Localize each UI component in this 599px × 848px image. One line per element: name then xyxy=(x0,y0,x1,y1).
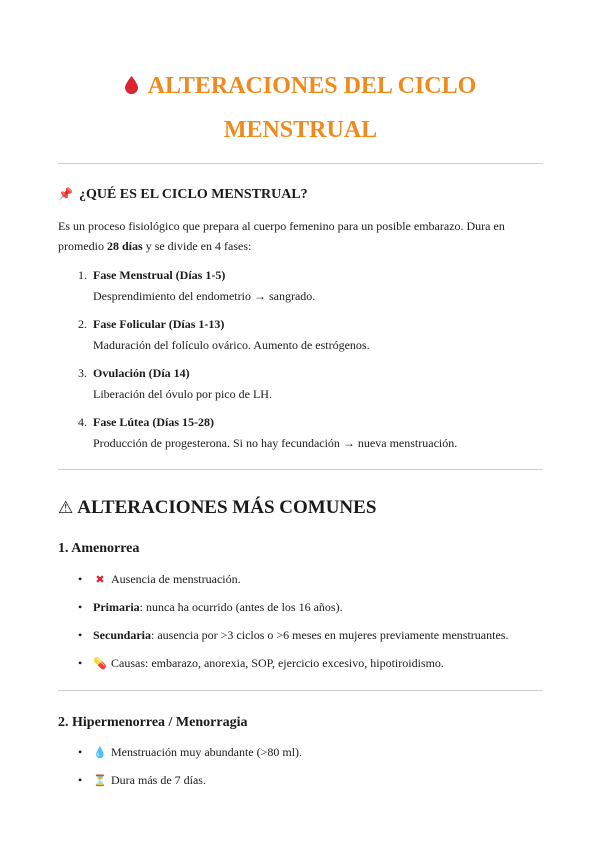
section-heading-what-is: 📌 ¿QUÉ ES EL CICLO MENSTRUAL? xyxy=(58,187,308,202)
phase-desc: Producción de progesterona. Si no hay fecundación → nueva menstruación. xyxy=(93,436,458,450)
list-item: • Secundaria: ausencia por >3 ciclos o >6 meses en mujeres previamente menstruantes. xyxy=(78,628,509,642)
document-page xyxy=(58,0,543,787)
phase-item: 2. Fase Folicular (Días 1-13) Maduración del folículo ovárico. Aumento de estrógenos. xyxy=(58,314,543,363)
pushpin-icon: 📌 xyxy=(58,187,73,201)
phase-item: 3. Ovulación (Día 14) Liberación del óvulo por pico de LH. xyxy=(58,363,543,412)
phase-desc: Maduración del folículo ovárico. Aumento de estrógenos. xyxy=(93,338,370,352)
phase-name: Ovulación (Día 14) xyxy=(93,366,190,380)
list-item: • Primaria: nunca ha ocurrido (antes de los 16 años). xyxy=(78,600,343,614)
title-line-1: ALTERACIONES DEL CICLO xyxy=(58,64,543,108)
hipermenorrea-list xyxy=(58,742,543,798)
title-line-2: MENSTRUAL xyxy=(223,117,378,143)
intro-paragraph: Es un proceso fisiológico que prepara al cuerpo femenino para un posible embarazo. Dura en promedio 28 días y se divide en 4 fases: xyxy=(58,219,505,253)
phase-name: Fase Menstrual (Días 1-5) xyxy=(93,268,226,282)
cross-mark-icon: ✖ xyxy=(95,573,105,586)
list-item: • ⏳ Dura más de 7 días. xyxy=(58,770,543,798)
hourglass-icon: ⏳ xyxy=(93,774,107,787)
divider xyxy=(58,690,543,691)
warning-icon: ⚠ xyxy=(58,498,74,517)
divider xyxy=(58,469,543,470)
subheading-hipermenorrea: 2. Hipermenorrea / Menorragia xyxy=(58,715,248,730)
phases-list xyxy=(58,265,543,461)
phase-name: Fase Folicular (Días 1-13) xyxy=(93,317,225,331)
phase-item: 4. Fase Lútea (Días 15-28) Producción de progesterona. Si no hay fecundación → nueva menstruación. xyxy=(58,412,543,461)
pill-icon: 💊 xyxy=(93,657,107,670)
divider xyxy=(58,163,543,164)
blood-drop-icon xyxy=(125,76,138,94)
phase-name: Fase Lútea (Días 15-28) xyxy=(93,415,214,429)
section-heading-alterations: ⚠ ALTERACIONES MÁS COMUNES xyxy=(58,497,377,518)
phase-desc: Liberación del óvulo por pico de LH. xyxy=(93,387,272,401)
subheading-amenorrea: 1. Amenorrea xyxy=(58,541,140,556)
phase-item: 1. Fase Menstrual (Días 1-5) Desprendimiento del endometrio → sangrado. xyxy=(58,265,543,314)
droplet-icon: 💧 xyxy=(93,746,107,759)
document-title xyxy=(58,0,543,152)
list-item: • ✖ Ausencia de menstruación. xyxy=(58,569,543,597)
list-item: • 💧 Menstruación muy abundante (>80 ml). xyxy=(58,742,543,770)
amenorrea-list xyxy=(58,569,543,681)
list-item: • 💊 Causas: embarazo, anorexia, SOP, ejercicio excesivo, hipotiroidismo. xyxy=(58,653,543,681)
phase-desc: Desprendimiento del endometrio → sangrado. xyxy=(93,289,316,303)
